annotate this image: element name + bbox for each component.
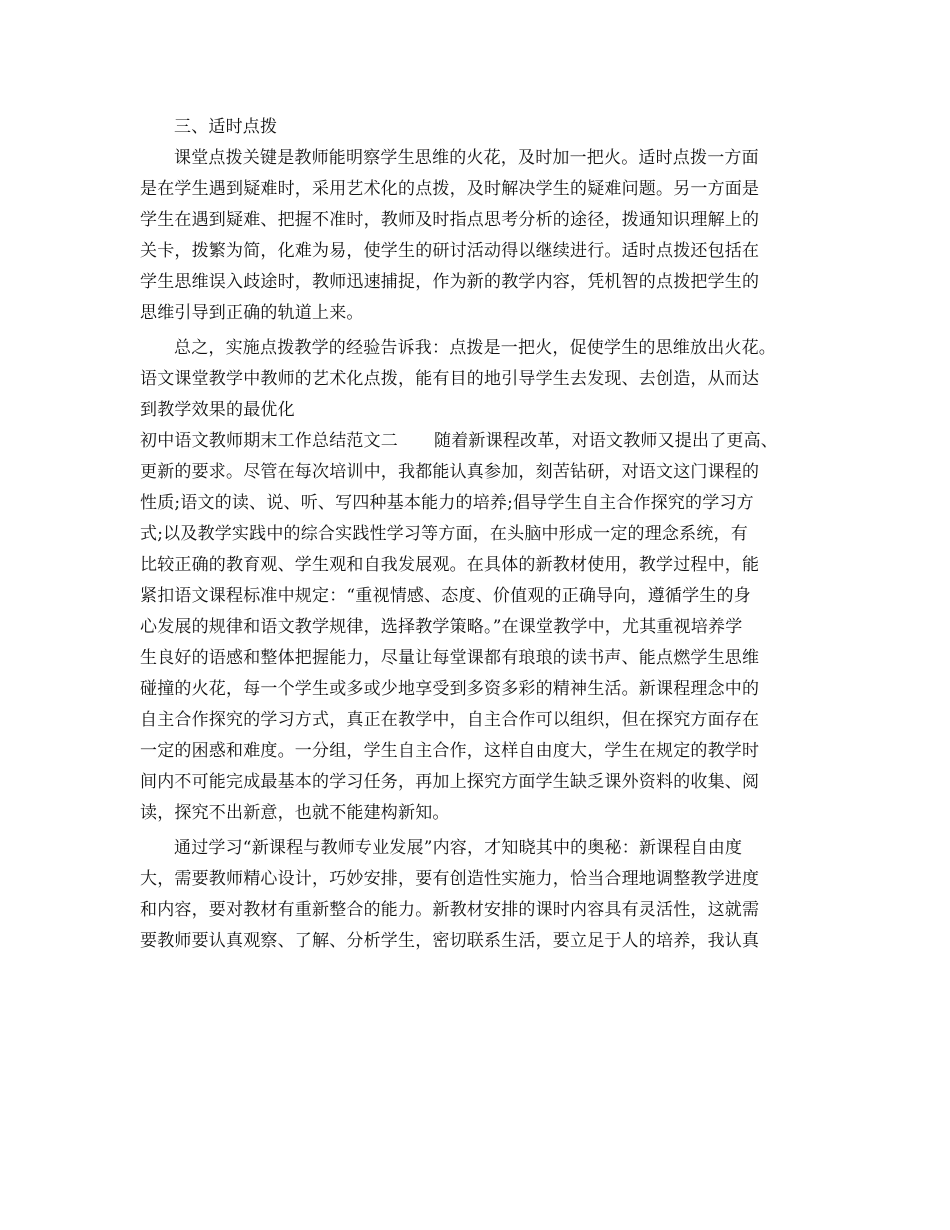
paragraph-3 [140, 457, 820, 829]
paragraph-line: 生良好的语感和整体把握能力，尽量让每堂课都有琅琅的读书声、能点燃学生思维 [140, 648, 760, 668]
section-title-line [140, 426, 820, 457]
paragraph-line: 比较正确的教育观、学生观和自我发展观。在具体的新教材使用，教学过程中，能 [140, 555, 760, 575]
paragraph-line: 大，需要教师精心设计，巧妙安排，要有创造性实施力，恰当合理地调整教学进度 [140, 869, 760, 889]
paragraph-line: 语文课堂教学中教师的艺术化点拨，能有目的地引导学生去发现、去创造，从而达 [140, 369, 760, 389]
paragraph-line: 紧扣语文课程标准中规定：“重视情感、态度、价值观的正确导向，遵循学生的身 [140, 586, 751, 606]
paragraph-line: 学生思维误入歧途时，教师迅速捕捉，作为新的教学内容，凭机智的点拨把学生的 [140, 272, 760, 292]
paragraph-line: 课堂点拨关键是教师能明察学生思维的火花，及时加一把火。适时点拨一方面 [174, 148, 759, 168]
paragraph-line: 总之，实施点拨教学的经验告诉我：点拨是一把火，促使学生的思维放出火花。 [174, 338, 776, 358]
paragraph-1 [140, 143, 820, 329]
paragraph-line: 到教学效果的最优化 [140, 400, 295, 420]
paragraph-line: 间内不可能完成最基本的学习任务，再加上探究方面学生缺乏课外资料的收集、阅 [140, 772, 760, 792]
paragraph-line: 式;以及教学实践中的综合实践性学习等方面，在头脑中形成一定的理念系统，有 [140, 524, 748, 544]
paragraph-line: 自主合作探究的学习方式，真正在教学中，自主合作可以组织，但在探究方面存在 [140, 710, 760, 730]
section-title: 初中语文教师期末工作总结范文二 [140, 431, 398, 451]
paragraph-line: 要教师要认真观察、了解、分析学生，密切联系生活，要立足于人的培养，我认真 [140, 931, 760, 951]
paragraph-4 [140, 833, 820, 957]
paragraph-line: 心发展的规律和语文教学规律，选择教学策略。”在课堂教学中，尤其重视培养学 [140, 617, 743, 637]
paragraph-line: 学生在遇到疑难、把握不准时，教师及时指点思考分析的途径，拨通知识理解上的 [140, 210, 760, 230]
section-heading: 三、适时点拨 [174, 117, 278, 137]
paragraph-line: 性质;语文的读、说、听、写四种基本能力的培养;倡导学生自主合作探究的学习方 [140, 493, 754, 513]
document-body [140, 112, 820, 957]
paragraph-2 [140, 333, 820, 426]
section-first-line-rest: 随着新课程改革，对语文教师又提出了更高、 [434, 431, 778, 451]
paragraph-line: 通过学习“新课程与教师专业发展”内容，才知晓其中的奥秘：新课程自由度 [174, 838, 743, 858]
paragraph-line: 思维引导到正确的轨道上来。 [140, 303, 364, 323]
paragraph-line: 碰撞的火花，每一个学生或多或少地享受到多资多彩的精神生活。新课程理念中的 [140, 679, 760, 699]
paragraph-line: 更新的要求。尽管在每次培训中，我都能认真参加，刻苦钻研，对语文这门课程的 [140, 462, 760, 482]
paragraph-line: 关卡，拨繁为简，化难为易，使学生的研讨活动得以继续进行。适时点拨还包括在 [140, 241, 760, 261]
paragraph-line: 读，探究不出新意，也就不能建构新知。 [140, 803, 450, 823]
paragraph-line: 和内容，要对教材有重新整合的能力。新教材安排的课时内容具有灵活性，这就需 [140, 900, 760, 920]
paragraph-line: 是在学生遇到疑难时，采用艺术化的点拨，及时解决学生的疑难问题。另一方面是 [140, 179, 760, 199]
paragraph-line: 一定的困惑和难度。一分组，学生自主合作，这样自由度大，学生在规定的教学时 [140, 741, 760, 761]
